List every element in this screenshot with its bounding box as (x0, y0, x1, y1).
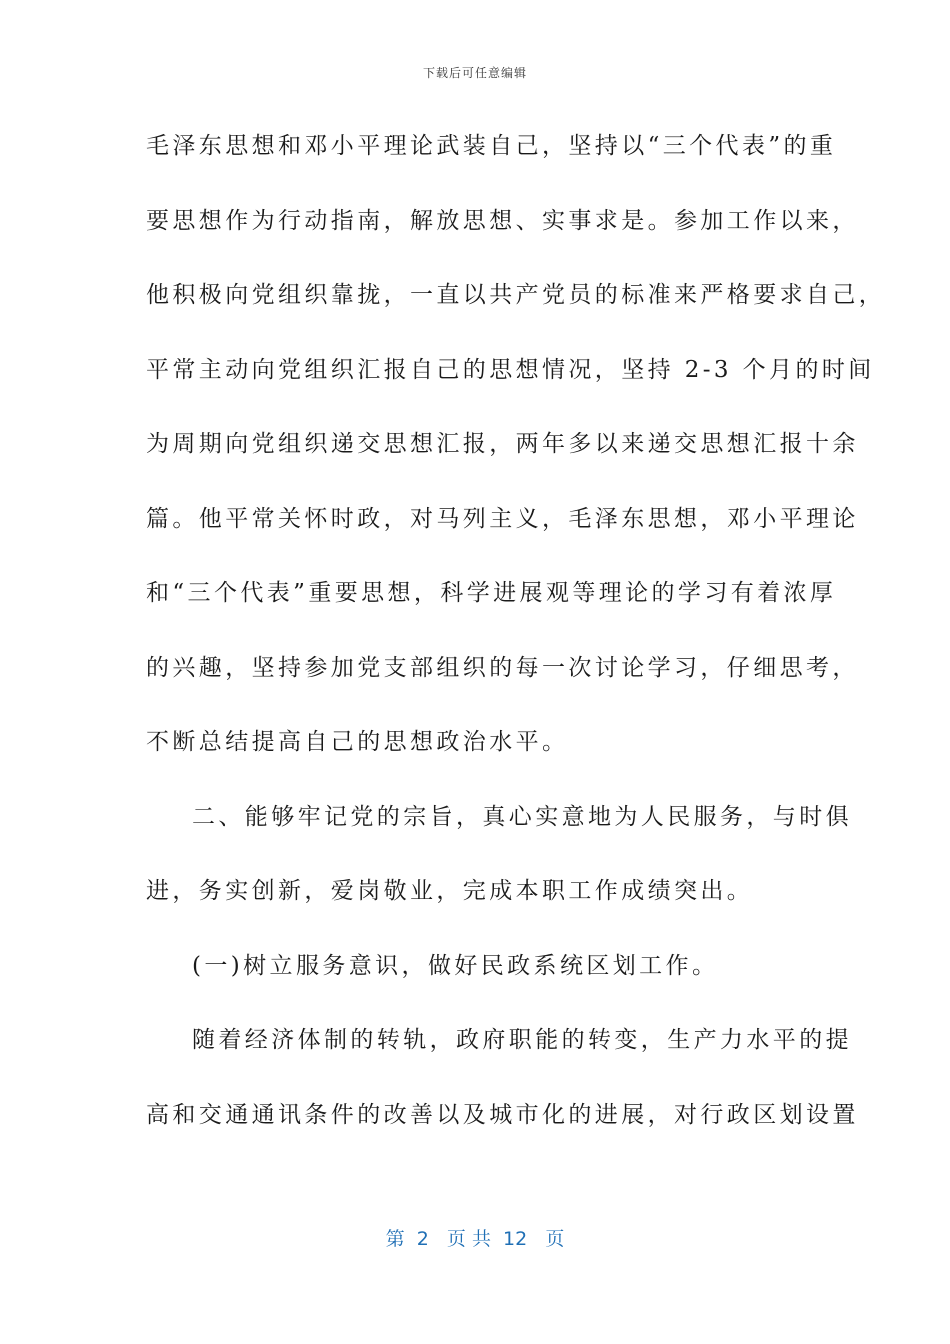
paragraph-line: 随着经济体制的转轨，政府职能的转变，生产力水平的提 (192, 1027, 852, 1053)
paragraph-line: 篇。他平常关怀时政，对马列主义，毛泽东思想，邓小平理论 (146, 505, 859, 532)
paragraph-line: 高和交通通讯条件的改善以及城市化的进展，对行政区划设置 (146, 1101, 859, 1128)
subsection-heading: (一)树立服务意识，做好民政系统区划工作。 (192, 952, 719, 979)
section-heading-line: 二、能够牢记党的宗旨，真心实意地为人民服务，与时俱 (192, 803, 852, 830)
paragraph-line: 的兴趣，坚持参加党支部组织的每一次讨论学习，仔细思考， (146, 654, 859, 681)
document-body (146, 126, 886, 1169)
paragraph-line: 他积极向党组织靠拢，一直以共产党员的标准来严格要求自己， (146, 282, 886, 308)
paragraph-line: 和“三个代表”重要思想，科学进展观等理论的学习有着浓厚 (146, 580, 837, 606)
paragraph-line: 平常主动向党组织汇报自己的思想情况，坚持 2-3 个月的时间 (146, 356, 875, 383)
paragraph-line: 毛泽东思想和邓小平理论武装自己，坚持以“三个代表”的重 (146, 133, 837, 159)
paragraph-line: 不断总结提高自己的思想政治水平。 (146, 729, 569, 755)
page-number-footer: 第 2 页 共 12 页 (385, 1228, 565, 1250)
section-heading-line: 进，务实创新，爱岗敬业，完成本职工作成绩突出。 (146, 878, 754, 904)
paragraph-line: 为周期向党组织递交思想汇报，两年多以来递交思想汇报十余 (146, 431, 859, 457)
paragraph-line: 要思想作为行动指南，解放思想、实事求是。参加工作以来， (146, 207, 859, 234)
page-header-note: 下载后可任意编辑 (422, 66, 527, 80)
